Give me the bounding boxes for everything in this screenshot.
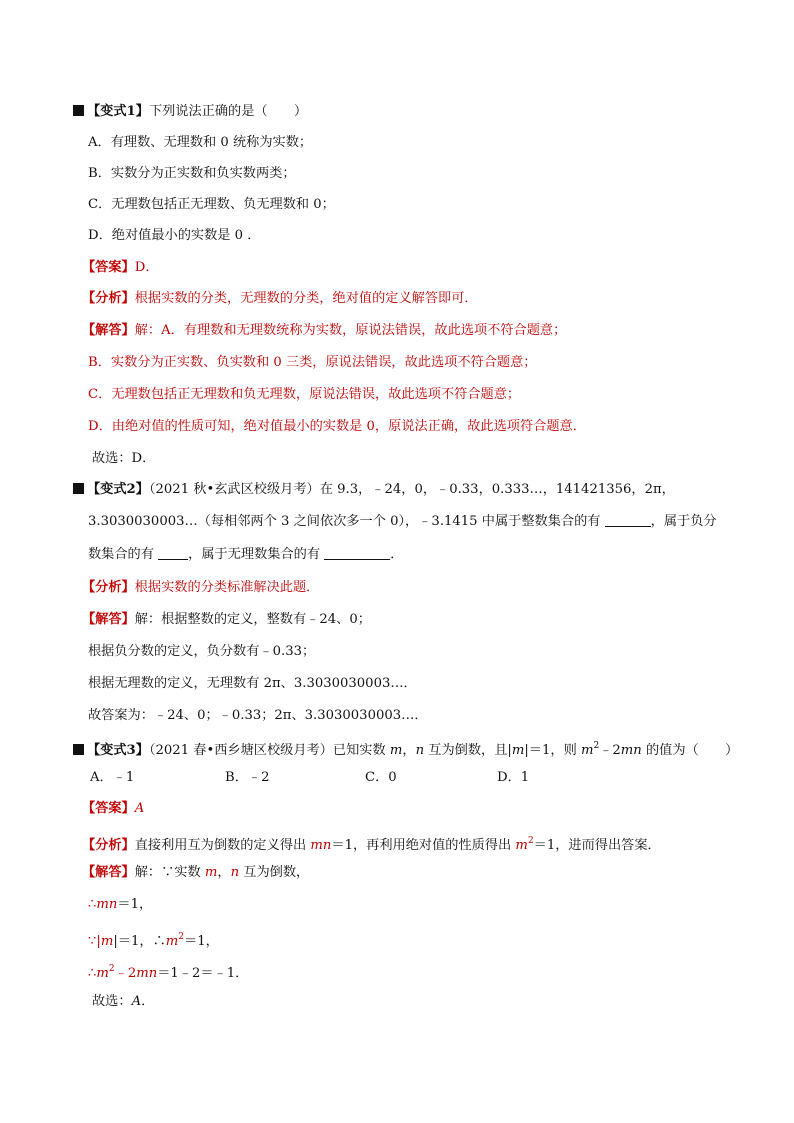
q1-option-c: C．无理数包括正无理数、负无理数和 0； [88,197,335,212]
q3-sol1-n: n [230,865,240,880]
q3-analysis [82,832,661,855]
q3-conclusion [92,993,154,1011]
q3-solution-line-4 [88,960,248,983]
q2-solution-text: 解：根据整数的定义，整数有﹣24、0； [134,612,371,627]
q3-conclusion-b: ． [141,994,155,1009]
q1-analysis-label: 【分析】 [82,291,135,306]
q3-analysis-b: ＝1，再利用绝对值的性质得出 [331,838,516,853]
q3-sol3-m: m [100,934,114,949]
q2-conclusion: 故答案为：﹣24、0；﹣0.33；2π、3.3030030003…． [88,708,428,723]
q3-option-a: A．﹣1 [90,770,135,785]
q1-solution-line-1 [82,322,566,340]
q3-sol4-m: m [96,966,109,981]
q3-sol3-a: ∵| [88,934,101,949]
q3-var-m2: m [580,743,594,758]
black-square-bullet-icon [73,744,84,755]
q3-sol4-c: ＝1﹣2＝﹣1． [157,966,249,981]
q3-sol3-m2: m [165,934,179,949]
irrational-set-blank [324,547,390,560]
integer-set-blank [605,514,651,527]
q3-sol4-a: ∴ [88,966,97,981]
q3-var-m: m [389,743,403,758]
q2-stem-line-1: （2021 秋•玄武区校级月考）在 9.3，﹣24，0，﹣0.33，0.333…，141421356，2π， [148,482,675,497]
q1-title [73,103,307,121]
q3-sol1-c: 互为倒数， [239,865,310,880]
q1-analysis [82,290,478,308]
q2-analysis-text: 根据实数的分类标准解决此题． [134,580,320,595]
q1-solution-line-3: C．无理数包括正无理数和负无理数，原说法错误，故此选项不符合题意； [88,387,521,402]
q2-solution-line-3: 根据无理数的定义，无理数有 2π、3.3030030003…． [88,676,417,691]
q3-var-n: n [415,743,425,758]
q1-answer [82,259,159,277]
q1-option-d: D．绝对值最小的实数是 0 ． [88,228,261,243]
q3-stem-mid2: |＝1，则 [524,743,581,758]
q3-solution-line-2 [88,896,152,914]
q2-stem-line-3-text: 数集合的有 [88,547,154,562]
q1-solution-label: 【解答】 [82,323,135,338]
q3-option-c: C．0 [365,770,397,785]
q3-sol2-a: ∴ [88,897,97,912]
q3-conclusion-answer: A [131,994,142,1009]
q3-solution-line-1 [82,864,309,882]
q2-stem-line-2-tail: ，属于负分 [650,514,717,529]
q1-solution-text: 解：A．有理数和无理数统称为实数，原说法错误，故此选项不符合题意； [134,323,567,338]
q3-stem-mid: 互为倒数，且| [424,743,512,758]
q3-solution-label: 【解答】 [82,865,135,880]
q3-analysis-a: 直接利用互为倒数的定义得出 [134,838,311,853]
q1-stem: 下列说法正确的是（ ） [148,104,308,119]
q3-var-mn: mn [620,743,642,758]
q3-analysis-m: m [515,838,528,853]
q3-answer-value: A [134,801,145,816]
q2-solution-line-2: 根据负分数的定义，负分数有﹣0.33； [88,644,316,659]
q3-conclusion-a: 故选： [92,994,132,1009]
q1-tag: 【变式1】 [87,104,149,119]
q3-sol3-sup: 2 [178,932,185,942]
q2-stem-line-3-end: ． [390,547,404,562]
q1-solution-line-2: B．实数分为正实数、负实数和 0 三类，原说法错误，故此选项不符合题意； [88,355,537,370]
q3-comma: ， [402,743,416,758]
q2-solution-label: 【解答】 [82,612,135,627]
q1-option-b: B．实数分为正实数和负实数两类； [88,166,296,181]
q3-title [73,737,738,760]
q3-analysis-label: 【分析】 [82,838,135,853]
q2-tag: 【变式2】 [87,482,149,497]
q3-sol1-b: ， [217,865,231,880]
q3-superscript: 2 [593,741,600,751]
q3-sol1-m: m [204,865,218,880]
q3-answer [82,800,144,818]
q3-stem-prefix: （2021 春•西乡塘区校级月考）已知实数 [148,743,390,758]
q3-sol2-b: ＝1， [117,897,153,912]
q2-stem-line-3 [88,546,403,564]
q2-stem-line-2-text: 3.3030030003…（每相邻两个 3 之间依次多一个 0），﹣3.1415 中属于整数集合的有 [88,514,601,529]
q3-answer-label: 【答案】 [82,801,135,816]
q3-option-b: B．﹣2 [225,770,270,785]
q2-title [73,481,675,499]
black-square-bullet-icon [73,483,84,494]
q2-stem-line-2 [88,513,717,531]
q1-answer-value: D． [134,260,159,275]
q3-sol1-a: 解：∵实数 [134,865,205,880]
q1-answer-label: 【答案】 [82,260,135,275]
q3-stem-end: 的值为（ ） [641,743,739,758]
q3-analysis-sup: 2 [527,836,534,846]
q1-analysis-text: 根据实数的分类，无理数的分类，绝对值的定义解答即可． [134,291,478,306]
q3-var-abs-m: m [511,743,525,758]
q3-stem-mid3: ﹣2 [599,743,621,758]
q1-solution-line-4: D．由绝对值的性质可知，绝对值最小的实数是 0，原说法正确，故此选项符合题意． [88,419,586,434]
q3-sol3-c: ＝1， [184,934,219,949]
q3-option-d: D．1 [497,770,530,785]
q3-analysis-c: ＝1，进而得出答案． [533,838,661,853]
q3-sol4-sup: 2 [108,964,115,974]
q2-analysis [82,579,319,597]
q2-stem-line-3-mid: ，属于无理数集合的有 [188,547,321,562]
q1-option-a: A．有理数、无理数和 0 统称为实数； [88,135,313,150]
q2-solution-line-1 [82,611,371,629]
q3-sol4-mn: mn [136,966,158,981]
black-square-bullet-icon [73,105,84,116]
q3-sol3-b: |＝1，∴ [113,934,166,949]
q3-analysis-mn: mn [310,838,332,853]
negative-fraction-blank [158,547,188,560]
q2-analysis-label: 【分析】 [82,580,135,595]
q3-solution-line-3 [88,928,219,951]
q3-sol4-b: ﹣2 [114,966,137,981]
q3-tag: 【变式3】 [87,743,149,758]
q1-conclusion: 故选：D． [92,451,156,466]
q3-sol2-mn: mn [96,897,118,912]
